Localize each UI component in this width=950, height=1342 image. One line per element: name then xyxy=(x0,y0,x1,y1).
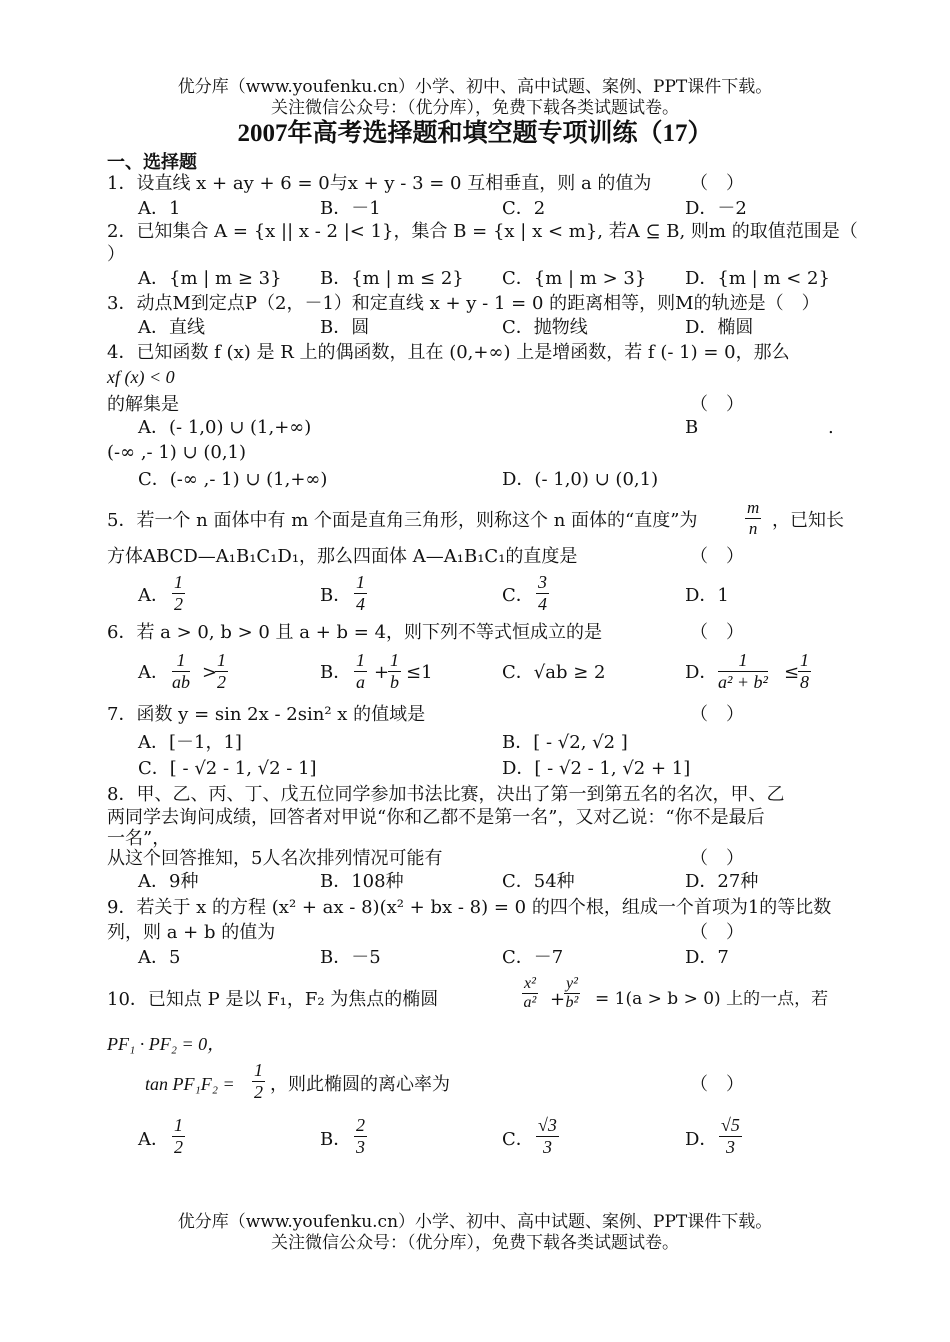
q2-option-d: D．{m | m < 2} xyxy=(685,268,830,289)
q10-option-d: D． xyxy=(685,1129,718,1150)
q1-option-d: D．－2 xyxy=(685,198,747,219)
q7-option-d: D．[ - √2 - 1, √2 + 1] xyxy=(502,758,691,779)
q5-a-num: 1 xyxy=(174,572,183,592)
q10-option-a: A． xyxy=(138,1129,169,1150)
q6-d-frac-2 xyxy=(798,650,811,692)
q2-option-a: A．{m | m ≥ 3} xyxy=(138,268,282,289)
q4-stem: 4．已知函数 f (x) 是 R 上的偶函数，且在 (0,+∞) 上是增函数，若 f (- 1) = 0，那么 xyxy=(107,342,790,363)
q6-b-frac-2 xyxy=(388,650,401,692)
q10-d-den: 3 xyxy=(725,1136,735,1157)
q8-option-c: C．54种 xyxy=(502,871,575,892)
footer-line-1: 优分库（www.youfenku.cn）小学、初中、高中试题、案例、PPT课件下载。 xyxy=(177,1212,773,1232)
q5-a-den: 2 xyxy=(174,593,183,614)
q6-b-d2: b xyxy=(390,671,399,692)
q6-d-frac-1 xyxy=(718,650,768,692)
q5-stem: 5．若一个 n 面体中有 m 个面是直角三角形，则称这个 n 面体的“直度”为 xyxy=(107,510,698,531)
q6-a-n2: 1 xyxy=(217,650,226,670)
q10-ellipse-frac-y xyxy=(564,975,580,1013)
q7-option-b: B．[ - √2, √2 ] xyxy=(502,732,628,753)
q6-b-tail: ≤1 xyxy=(406,662,433,683)
q6-d-n2: 1 xyxy=(800,650,809,670)
q8-option-b: B．108种 xyxy=(320,871,404,892)
q3-stem: 3．动点M到定点P（2，－1）和定直线 x + y - 1 = 0 的距离相等，则M的轨迹是（ ） xyxy=(107,293,820,314)
q6-b-d1: a xyxy=(356,671,365,692)
q8-answer-paren: （ ） xyxy=(690,848,744,868)
q10-d-num: √5 xyxy=(721,1115,740,1135)
q5-b-num: 1 xyxy=(356,572,365,592)
q8-stem-4: 从这个回答推知，5人名次排列情况可能有 xyxy=(107,848,443,869)
q10-stem: 10．已知点 P 是以 F₁，F₂ 为焦点的椭圆 xyxy=(107,989,439,1010)
q10-ellipse-frac-x xyxy=(522,975,538,1013)
q8-stem: 8．甲、乙、丙、丁、戊五位同学参加书法比赛，决出了第一到第五名的名次，甲、乙 xyxy=(107,784,785,805)
q4-stem-tail: 的解集是 xyxy=(107,394,179,415)
q6-a-frac-1 xyxy=(172,650,190,692)
q10-tan-condition: tan PF₁F₂ = xyxy=(145,1074,235,1094)
q10-a-fraction xyxy=(172,1115,185,1157)
q6-option-c: C．√ab ≥ 2 xyxy=(502,662,606,683)
q10-answer-paren: （ ） xyxy=(690,1074,744,1094)
q1-stem: 1．设直线 x + ay + 6 = 0与x + y - 3 = 0 互相垂直，则 a 的值为 xyxy=(107,173,652,194)
q10-a-den: 2 xyxy=(174,1136,183,1157)
q6-a-frac-2 xyxy=(215,650,228,692)
q10-e-d2: b² xyxy=(565,994,579,1012)
q6-d-n1: 1 xyxy=(718,650,768,672)
q5-ratio-fraction xyxy=(745,498,761,538)
q8-option-d: D．27种 xyxy=(685,871,759,892)
q5-ratio-num: m xyxy=(747,498,760,517)
q6-d-op: ≤ xyxy=(784,662,800,683)
q5-ratio-den: n xyxy=(748,518,758,538)
q6-b-n1: 1 xyxy=(356,650,365,670)
q5-option-c-fraction xyxy=(536,572,549,614)
q9-option-d: D．7 xyxy=(685,947,729,968)
q7-option-c: C．[ - √2 - 1, √2 - 1] xyxy=(138,758,317,779)
q9-option-b: B．－5 xyxy=(320,947,381,968)
q9-answer-paren: （ ） xyxy=(690,922,744,942)
q10-b-den: 3 xyxy=(356,1136,365,1157)
q2-stem-close: ） xyxy=(107,244,125,265)
q6-b-n2: 1 xyxy=(390,650,399,670)
q6-a-n1: 1 xyxy=(172,650,190,672)
q6-d-d1: a² + b² xyxy=(718,671,768,692)
q5-option-a-fraction xyxy=(172,572,185,614)
q10-c-fraction xyxy=(536,1115,559,1157)
q10-c-den: 3 xyxy=(542,1136,552,1157)
q3-option-c: C．抛物线 xyxy=(502,317,588,338)
section-heading: 一、选择题 xyxy=(107,152,197,173)
q10-tan-fraction xyxy=(252,1060,265,1102)
q5-c-den: 4 xyxy=(538,593,547,614)
q5-option-a: A． xyxy=(138,585,169,606)
q5-stem-2: 方体ABCD—A₁B₁C₁D₁，那么四面体 A—A₁B₁C₁的直度是 xyxy=(107,546,578,567)
q10-stem-tail: = 1(a > b > 0) 上的一点，若 xyxy=(595,990,829,1009)
q3-option-d: D．椭圆 xyxy=(685,317,754,338)
q6-a-op: > xyxy=(202,662,218,683)
q1-option-b: B．－1 xyxy=(320,198,381,219)
q10-b-num: 2 xyxy=(356,1115,365,1135)
q8-stem-3: 一名”， xyxy=(107,828,171,849)
q5-answer-paren: （ ） xyxy=(690,546,744,566)
q10-vector-condition: PF₁ · PF₂ = 0， xyxy=(107,1034,226,1054)
q10-e-d1: a² xyxy=(523,994,537,1012)
q10-a-num: 1 xyxy=(174,1115,183,1135)
q5-stem-tail: ，已知长 xyxy=(772,510,844,531)
q9-stem-2: 列，则 a + b 的值为 xyxy=(107,922,276,943)
q3-option-a: A．直线 xyxy=(138,317,205,338)
q9-stem: 9．若关于 x 的方程 (x² + ax - 8)(x² + bx - 8) = 0 的四个根，组成一个首项为1的等比数 xyxy=(107,897,832,918)
q9-option-c: C．－7 xyxy=(502,947,564,968)
q4-option-b: (-∞ ,- 1) ∪ (0,1) xyxy=(107,442,247,463)
q1-answer-paren: （ ） xyxy=(690,173,744,193)
q5-option-b-fraction xyxy=(354,572,367,614)
q10-option-b: B． xyxy=(320,1129,352,1150)
q3-option-b: B．圆 xyxy=(320,317,370,338)
q7-stem: 7．函数 y = sin 2x - 2sin² x 的值域是 xyxy=(107,704,426,725)
q6-a-d1: ab xyxy=(172,671,190,692)
q9-option-a: A．5 xyxy=(138,947,181,968)
q6-b-frac-1 xyxy=(354,650,367,692)
q5-option-c: C． xyxy=(502,585,534,606)
q10-d-fraction xyxy=(719,1115,742,1157)
q4-answer-paren: （ ） xyxy=(690,394,744,414)
q8-stem-2: 两同学去询问成绩，回答者对甲说“你和乙都不是第一名”，又对乙说：“你不是最后 xyxy=(107,807,765,828)
q10-tan-den: 2 xyxy=(254,1081,263,1102)
header-line-1: 优分库（www.youfenku.cn）小学、初中、高中试题、案例、PPT课件下载。 xyxy=(177,77,773,97)
q7-answer-paren: （ ） xyxy=(690,704,744,724)
q4-stem-inequality: xf (x) < 0 xyxy=(107,367,175,387)
q10-option-c: C． xyxy=(502,1129,534,1150)
q2-option-b: B．{m | m ≤ 2} xyxy=(320,268,464,289)
q1-option-c: C．2 xyxy=(502,198,546,219)
q4-option-d: D．(- 1,0) ∪ (0,1) xyxy=(502,469,659,490)
header-line-2: 关注微信公众号：（优分库），免费下载各类试题试卷。 xyxy=(271,98,679,118)
q6-option-a: A． xyxy=(138,662,169,683)
page-title: 2007年高考选择题和填空题专项训练（17） xyxy=(237,120,713,147)
q10-ellipse-op: + xyxy=(550,989,566,1010)
q6-option-d: D． xyxy=(685,662,718,683)
q6-b-op: + xyxy=(374,662,390,683)
q8-option-a: A．9种 xyxy=(138,871,199,892)
q4-option-c: C．(-∞ ,- 1) ∪ (1,+∞) xyxy=(138,469,328,490)
q4-option-a: A．(- 1,0) ∪ (1,+∞) xyxy=(138,417,312,438)
q10-c-num: √3 xyxy=(538,1115,557,1135)
q6-a-d2: 2 xyxy=(217,671,226,692)
q10-e-n1: x² xyxy=(522,975,538,994)
q2-option-c: C．{m | m > 3} xyxy=(502,268,647,289)
q5-option-d: D．1 xyxy=(685,585,729,606)
q7-option-a: A．[－1，1] xyxy=(138,732,242,753)
q6-option-b: B． xyxy=(320,662,352,683)
footer-line-2: 关注微信公众号：（优分库），免费下载各类试题试卷。 xyxy=(271,1233,679,1253)
q4-option-b-label: B xyxy=(685,417,699,438)
q10-stem-3: ，则此椭圆的离心率为 xyxy=(270,1074,450,1095)
q10-b-fraction xyxy=(354,1115,367,1157)
q5-c-num: 3 xyxy=(538,572,547,592)
q6-stem: 6．若 a > 0, b > 0 且 a + b = 4，则下列不等式恒成立的是 xyxy=(107,622,603,643)
q4-option-b-dot: . xyxy=(828,417,834,438)
q10-tan-num: 1 xyxy=(254,1060,263,1080)
q6-d-d2: 8 xyxy=(800,671,809,692)
q2-stem: 2．已知集合 A = {x || x - 2 |< 1}，集合 B = {x | x < m}, 若A ⊆ B, 则m 的取值范围是（ xyxy=(107,221,858,242)
q6-answer-paren: （ ） xyxy=(690,622,744,642)
q10-e-n2: y² xyxy=(564,975,580,994)
q5-option-b: B． xyxy=(320,585,352,606)
q5-b-den: 4 xyxy=(356,593,365,614)
q1-option-a: A．1 xyxy=(138,198,181,219)
